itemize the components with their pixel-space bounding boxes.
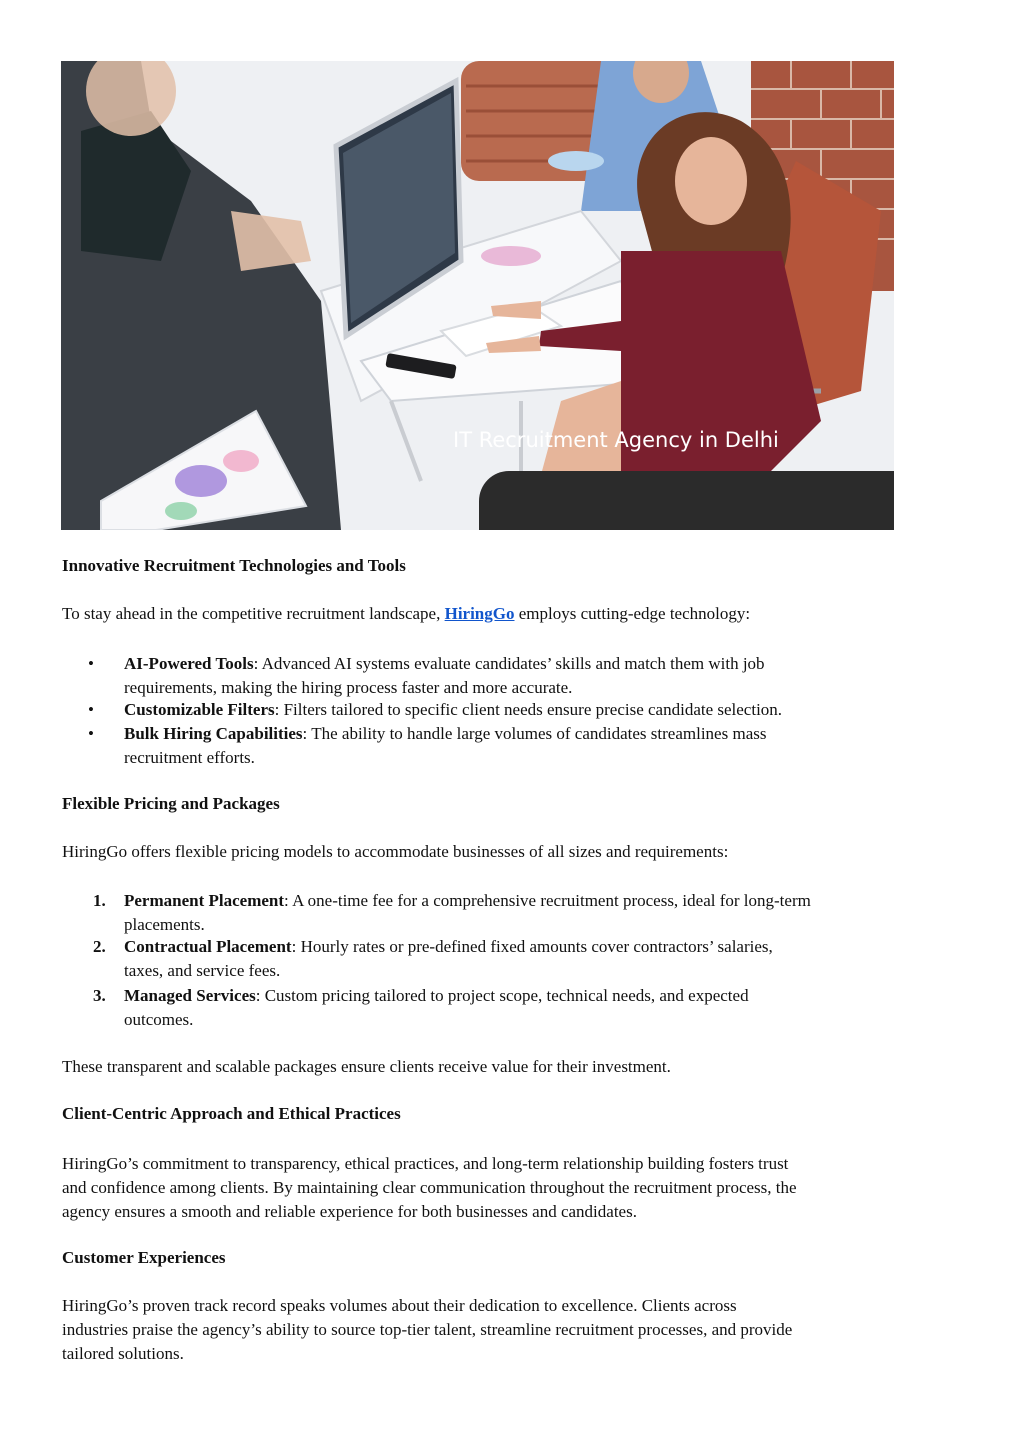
list-item-text: : Hourly rates or pre-defined fixed amounts cover contractors’ salaries, bbox=[291, 937, 773, 956]
pricing-intro: HiringGo offers flexible pricing models to accommodate businesses of all sizes and requirements: bbox=[62, 842, 729, 861]
list-item-text-cont: recruitment efforts. bbox=[124, 748, 255, 767]
list-item-text-cont: taxes, and service fees. bbox=[124, 961, 281, 980]
experiences-paragraph bbox=[62, 1294, 962, 1366]
list-item bbox=[124, 698, 964, 722]
tech-intro-text: To stay ahead in the competitive recruitment landscape, bbox=[62, 604, 445, 623]
experiences-line: industries praise the agency’s ability to source top-tier talent, streamline recruitment processes, and provide bbox=[62, 1320, 793, 1339]
tech-intro-text-end: employs cutting-edge technology: bbox=[514, 604, 751, 623]
experiences-line: tailored solutions. bbox=[62, 1344, 184, 1363]
list-item bbox=[124, 984, 964, 1032]
ethics-line: HiringGo’s commitment to transparency, ethical practices, and long-term relationship building fosters trust bbox=[62, 1154, 789, 1173]
section-heading-ethics: Client-Centric Approach and Ethical Practices bbox=[62, 1104, 401, 1123]
list-item-title: Customizable Filters bbox=[124, 700, 275, 719]
ethics-line: agency ensures a smooth and reliable experience for both businesses and candidates. bbox=[62, 1202, 637, 1221]
list-number: 2. bbox=[93, 937, 106, 956]
list-item bbox=[124, 935, 964, 983]
hero-banner bbox=[479, 471, 894, 530]
bullet-marker: • bbox=[88, 724, 94, 743]
hero-banner-text: IT Recruitment Agency in Delhi bbox=[453, 428, 779, 452]
list-item-text: : Advanced AI systems evaluate candidates’ skills and match them with job bbox=[253, 654, 765, 673]
office-scene-illustration bbox=[61, 61, 894, 530]
list-item-text-cont: requirements, making the hiring process faster and more accurate. bbox=[124, 678, 573, 697]
section-heading-experiences: Customer Experiences bbox=[62, 1248, 226, 1267]
list-item-title: AI-Powered Tools bbox=[124, 654, 254, 673]
pricing-outro: These transparent and scalable packages ensure clients receive value for their investment. bbox=[62, 1057, 671, 1076]
list-item-text-cont: outcomes. bbox=[124, 1010, 194, 1029]
list-item-text: : Filters tailored to specific client needs ensure precise candidate selection. bbox=[274, 700, 783, 719]
list-item-text-cont: placements. bbox=[124, 915, 205, 934]
list-item-text: : The ability to handle large volumes of candidates streamlines mass bbox=[302, 724, 767, 743]
bullet-marker: • bbox=[88, 654, 94, 673]
hero-image bbox=[61, 61, 894, 530]
list-item-title: Permanent Placement bbox=[124, 891, 285, 910]
experiences-line: HiringGo’s proven track record speaks volumes about their dedication to excellence. Clients across bbox=[62, 1296, 737, 1315]
section-heading-pricing: Flexible Pricing and Packages bbox=[62, 794, 280, 813]
ethics-line: and confidence among clients. By maintaining clear communication throughout the recruitment process, the bbox=[62, 1178, 797, 1197]
list-item-title: Bulk Hiring Capabilities bbox=[124, 724, 303, 743]
list-item-text: : A one-time fee for a comprehensive recruitment process, ideal for long-term bbox=[284, 891, 811, 910]
bullet-marker: • bbox=[88, 700, 94, 719]
ethics-paragraph bbox=[62, 1152, 962, 1224]
hiringgo-link[interactable]: HiringGo bbox=[444, 604, 515, 623]
list-item bbox=[124, 889, 964, 937]
list-item bbox=[124, 652, 964, 700]
list-item bbox=[124, 722, 964, 770]
list-item-title: Managed Services bbox=[124, 986, 256, 1005]
tech-intro bbox=[62, 602, 962, 626]
list-number: 1. bbox=[93, 891, 106, 910]
section-heading-tech: Innovative Recruitment Technologies and Tools bbox=[62, 556, 406, 575]
list-number: 3. bbox=[93, 986, 106, 1005]
list-item-text: : Custom pricing tailored to project scope, technical needs, and expected bbox=[255, 986, 749, 1005]
list-item-title: Contractual Placement bbox=[124, 937, 292, 956]
